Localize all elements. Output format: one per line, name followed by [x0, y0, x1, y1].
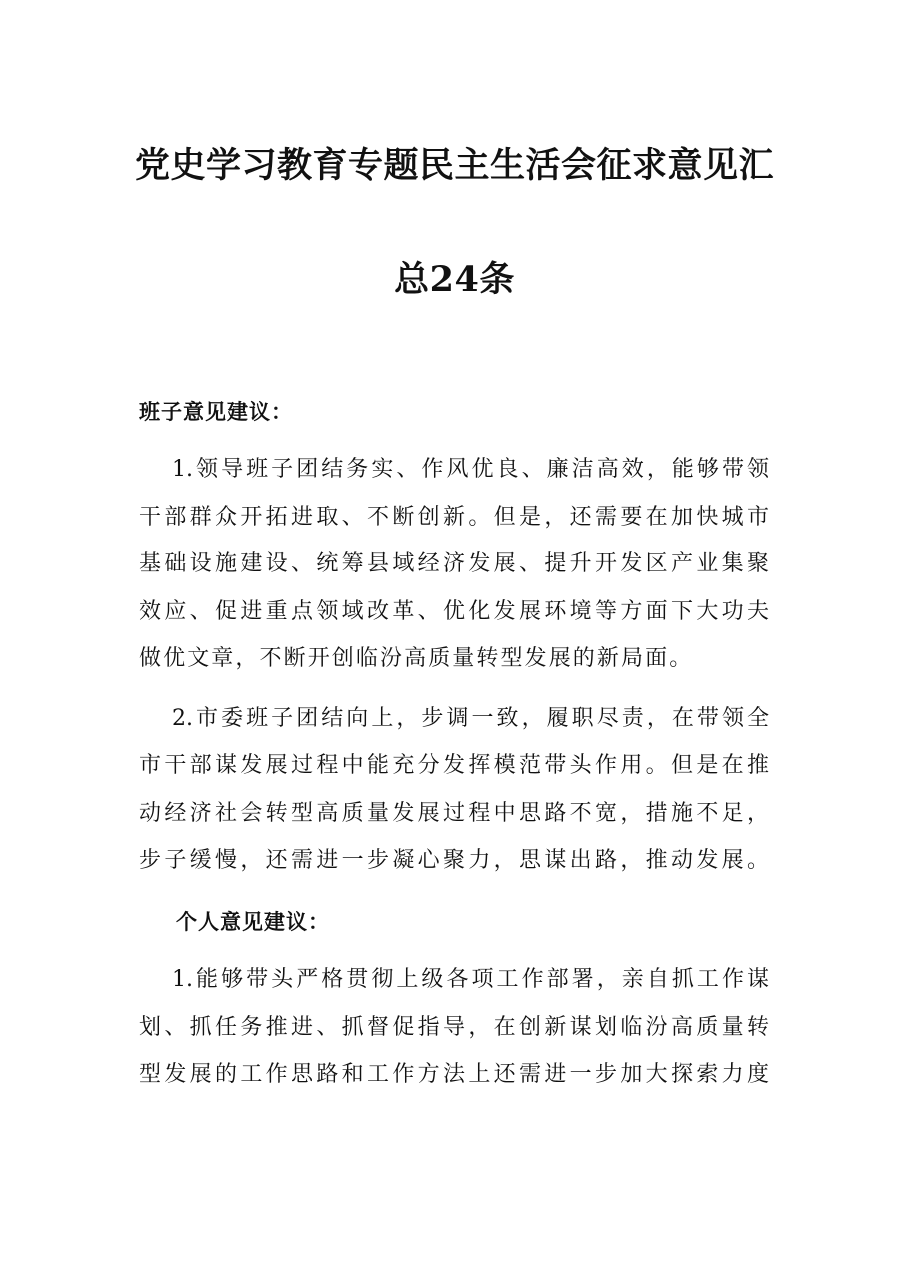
paragraph-line: 基础设施建设、统筹县域经济发展、提升开发区产业集聚	[139, 551, 769, 576]
paragraph-line: 型发展的工作思路和工作方法上还需进一步加大探索力度	[139, 1062, 769, 1087]
paragraph-line: 划、抓任务推进、抓督促指导，在创新谋划临汾高质量转	[139, 1015, 769, 1040]
document-title-line-2: 总24条	[394, 259, 515, 300]
paragraph-line: 效应、促进重点领域改革、优化发展环境等方面下大功夫	[139, 599, 769, 624]
paragraph-line: 2.市委班子团结向上，步调一致，履职尽责，在带领全	[172, 706, 769, 731]
paragraph-line: 步子缓慢，还需进一步凝心聚力，思谋出路，推动发展。	[139, 848, 769, 873]
document-title-line-1: 党史学习教育专题民主生活会征求意见汇	[134, 145, 774, 186]
paragraph-line: 动经济社会转型高质量发展过程中思路不宽，措施不足，	[139, 801, 769, 826]
section-heading-team: 班子意见建议：	[139, 399, 293, 424]
paragraph-line: 市干部谋发展过程中能充分发挥模范带头作用。但是在推	[139, 753, 769, 778]
paragraph-line: 1.领导班子团结务实、作风优良、廉洁高效，能够带领	[172, 457, 769, 482]
section-heading-personal: 个人意见建议：	[176, 909, 330, 934]
paragraph-line: 1.能够带头严格贯彻上级各项工作部署，亲自抓工作谋	[172, 967, 769, 992]
paragraph-line: 干部群众开拓进取、不断创新。但是，还需要在加快城市	[139, 505, 769, 530]
paragraph-line: 做优文章，不断开创临汾高质量转型发展的新局面。	[139, 646, 694, 671]
